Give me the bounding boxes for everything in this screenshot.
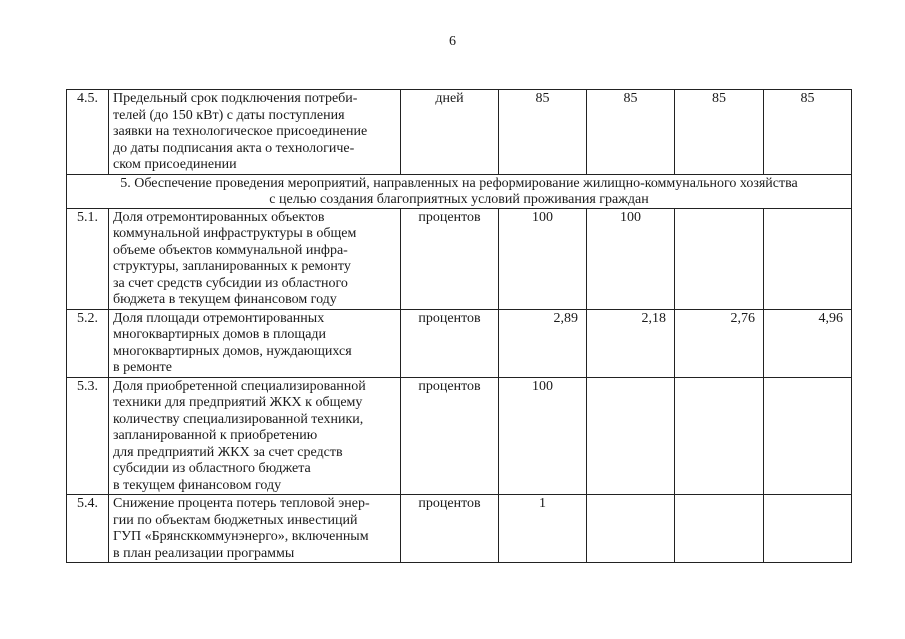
section-5-title: 5. Обеспечение проведения мероприятий, направленных на реформирование жилищно-коммунального хозяйства с целью создания благоприятных условий проживания граждан [67, 174, 852, 208]
row-value-3: 2,76 [675, 309, 764, 377]
row-description: Доля отремонтированных объектов коммунальной инфраструктуры в общем объеме объектов коммунальной инфра- структуры, запланированных к ремонту за счет средств субсидии из областного бюджета в текущем финансовом году [109, 208, 401, 309]
row-value-4 [764, 495, 852, 563]
row-unit: дней [401, 90, 499, 175]
table-row [67, 208, 852, 309]
row-value-2: 2,18 [587, 309, 675, 377]
row-value-1: 85 [499, 90, 587, 175]
table-row [67, 495, 852, 563]
table-row [67, 377, 852, 495]
table-row [67, 309, 852, 377]
row-value-2 [587, 495, 675, 563]
row-value-2: 100 [587, 208, 675, 309]
row-description: Доля приобретенной специализированной техники для предприятий ЖКХ к общему количеству специализированной техники, запланированной к приобретению для предприятий ЖКХ за счет средств субсидии из областного бюджета в текущем финансовом году [109, 377, 401, 495]
row-number: 5.3. [67, 377, 109, 495]
row-value-2 [587, 377, 675, 495]
row-value-1: 2,89 [499, 309, 587, 377]
row-unit: процентов [401, 309, 499, 377]
indicators-table [66, 89, 852, 563]
row-value-4: 4,96 [764, 309, 852, 377]
row-value-1: 100 [499, 377, 587, 495]
row-description: Снижение процента потерь тепловой энер- гии по объектам бюджетных инвестиций ГУП «Брянсккоммунэнерго», включенным в план реализации программы [109, 495, 401, 563]
page-number: 6 [449, 34, 456, 49]
row-number: 5.4. [67, 495, 109, 563]
row-value-1: 100 [499, 208, 587, 309]
row-number: 5.1. [67, 208, 109, 309]
row-description: Доля площади отремонтированных многоквартирных домов в площади многоквартирных домов, нуждающихся в ремонте [109, 309, 401, 377]
row-number: 5.2. [67, 309, 109, 377]
row-value-4 [764, 377, 852, 495]
row-number: 4.5. [67, 90, 109, 175]
row-value-3 [675, 495, 764, 563]
row-value-1: 1 [499, 495, 587, 563]
table-row [67, 90, 852, 175]
section-header-row [67, 174, 852, 208]
row-value-3 [675, 208, 764, 309]
row-description: Предельный срок подключения потреби- телей (до 150 кВт) с даты поступления заявки на технологическое присоединение до даты подписания акта о технологиче- ском присоединении [109, 90, 401, 175]
row-value-3 [675, 377, 764, 495]
row-value-3: 85 [675, 90, 764, 175]
row-unit: процентов [401, 208, 499, 309]
row-value-4: 85 [764, 90, 852, 175]
row-unit: процентов [401, 495, 499, 563]
row-value-4 [764, 208, 852, 309]
row-unit: процентов [401, 377, 499, 495]
row-value-2: 85 [587, 90, 675, 175]
